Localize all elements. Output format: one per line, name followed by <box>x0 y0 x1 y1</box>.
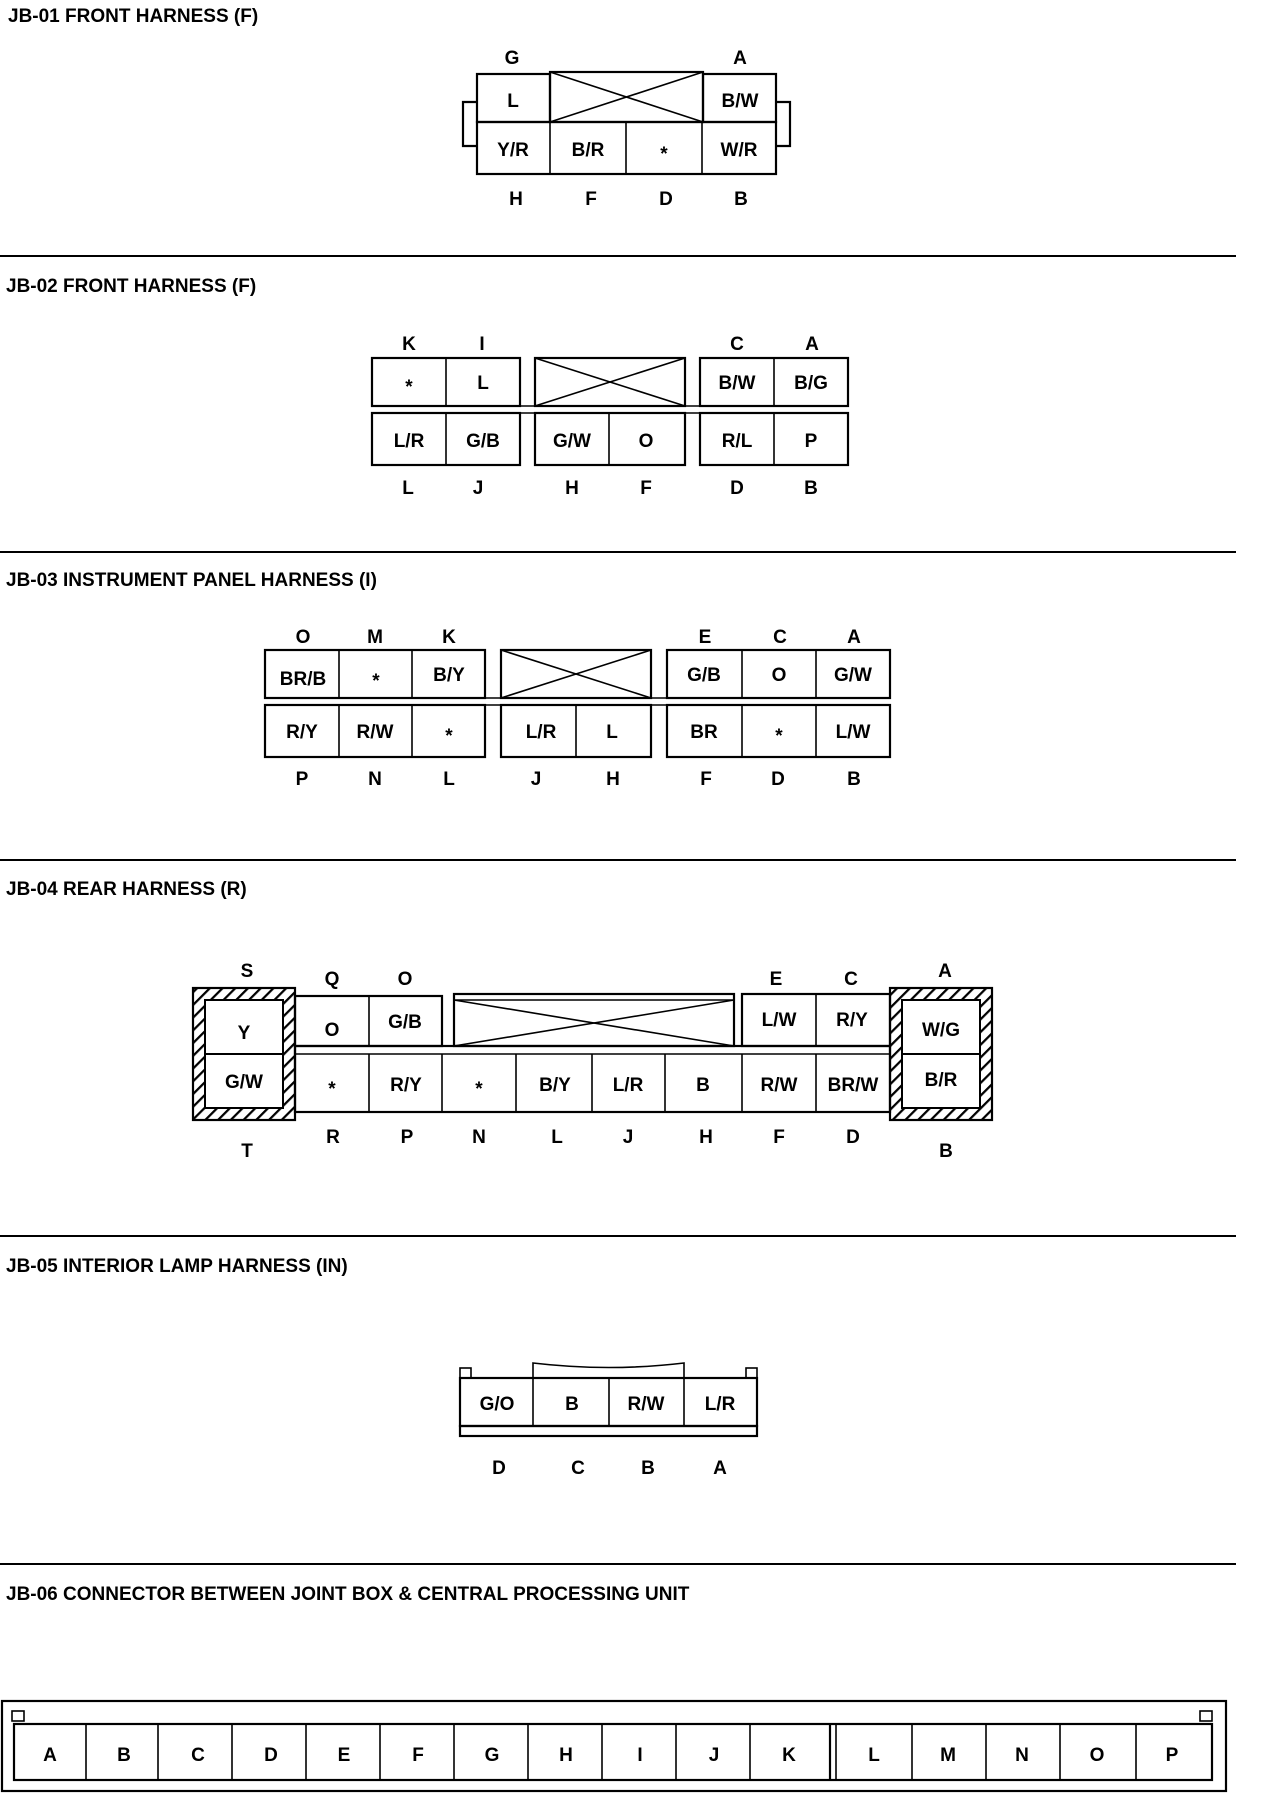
wire-color: Y <box>237 1023 251 1044</box>
wire-color: Y/R <box>497 140 529 161</box>
wire-color: L/R <box>525 722 557 743</box>
section-title: JB-05 INTERIOR LAMP HARNESS (IN) <box>6 1256 348 1277</box>
pin-label: K <box>402 334 416 355</box>
pin-label: S <box>240 961 254 982</box>
wire-color: B/R <box>571 140 605 161</box>
pin-label: P <box>1165 1745 1179 1766</box>
wire-color: B/R <box>924 1070 958 1091</box>
corner-tab <box>746 1368 757 1378</box>
pin-label: I <box>637 1745 643 1766</box>
pin-label: F <box>640 478 652 499</box>
wire-color: R/W <box>760 1075 798 1096</box>
wire-color: B/W <box>721 91 759 112</box>
section-title: JB-02 FRONT HARNESS (F) <box>6 276 257 297</box>
pin-label: C <box>773 627 787 648</box>
wire-color: * <box>405 377 413 398</box>
section-title: JB-01 FRONT HARNESS (F) <box>8 6 259 27</box>
pin-label: G <box>504 48 520 69</box>
pin-label: J <box>472 478 484 499</box>
pin-label: L <box>868 1745 880 1766</box>
wire-color: G/W <box>834 665 872 686</box>
pin-label: N <box>368 769 382 790</box>
pin-label: M <box>940 1745 956 1766</box>
wire-color: G/B <box>687 665 721 686</box>
pin-label: B <box>847 769 861 790</box>
connector-jb02 <box>6 276 848 499</box>
pin-label: D <box>659 189 673 210</box>
wire-color: L/W <box>761 1010 797 1031</box>
pin-label: B <box>641 1458 655 1479</box>
wire-color: R/Y <box>286 722 318 743</box>
wire-color: O <box>638 431 654 452</box>
pin-label: D <box>264 1745 278 1766</box>
wire-color: O <box>771 665 787 686</box>
wire-color: * <box>660 144 668 165</box>
wire-color: G/B <box>388 1012 422 1033</box>
wire-color: G/O <box>479 1394 515 1415</box>
pin-label: P <box>295 769 309 790</box>
wire-color: BR/W <box>827 1075 879 1096</box>
pin-label: J <box>708 1745 720 1766</box>
wire-color: O <box>324 1020 340 1041</box>
wire-color: * <box>775 726 783 747</box>
connector-jb06 <box>2 1584 1226 1791</box>
wire-color: L <box>477 373 489 394</box>
pin-label: B <box>939 1141 953 1162</box>
wire-color: B/Y <box>433 665 465 686</box>
wire-color: G/W <box>553 431 591 452</box>
wire-color: B/Y <box>539 1075 571 1096</box>
pin-label: J <box>530 769 542 790</box>
pin-label: F <box>700 769 712 790</box>
wire-color: L/R <box>704 1394 736 1415</box>
pin-label: N <box>1015 1745 1029 1766</box>
connector-jb03 <box>6 570 890 790</box>
pin-label: L <box>402 478 414 499</box>
corner-tab <box>12 1711 24 1721</box>
wire-color: BR <box>690 722 718 743</box>
wire-color: * <box>445 726 453 747</box>
locking-tab <box>776 102 790 146</box>
pin-label: O <box>295 627 311 648</box>
connector-jb01 <box>8 6 790 210</box>
pin-label: O <box>397 969 413 990</box>
pin-label: H <box>559 1745 573 1766</box>
wire-color: B/W <box>718 373 756 394</box>
wire-color: B <box>696 1075 710 1096</box>
pin-label: F <box>585 189 597 210</box>
wire-color: P <box>804 431 818 452</box>
wire-color: R/L <box>721 431 753 452</box>
housing-top <box>533 1363 684 1378</box>
wire-color: BR/B <box>279 669 327 690</box>
wire-color: * <box>372 671 380 692</box>
pin-label: D <box>846 1127 860 1148</box>
wire-color: L/W <box>835 722 871 743</box>
pin-label: D <box>492 1458 506 1479</box>
wire-color: R/Y <box>390 1075 422 1096</box>
pin-label: P <box>400 1127 414 1148</box>
connector-jb05 <box>6 1256 757 1479</box>
wire-color: L/R <box>612 1075 644 1096</box>
pin-label: T <box>241 1141 253 1162</box>
pin-label: L <box>443 769 455 790</box>
pin-label: A <box>713 1458 727 1479</box>
wire-color: L/R <box>393 431 425 452</box>
pin-label: H <box>509 189 523 210</box>
pin-label: Q <box>324 969 340 990</box>
wire-color: R/Y <box>836 1010 868 1031</box>
pin-label: B <box>804 478 818 499</box>
connector-housing <box>2 1701 1226 1791</box>
pin-label: K <box>782 1745 796 1766</box>
wire-color: B <box>565 1394 579 1415</box>
wire-color: W/G <box>922 1020 960 1041</box>
pin-label: F <box>773 1127 785 1148</box>
pin-label: C <box>571 1458 585 1479</box>
pin-label: L <box>551 1127 563 1148</box>
wire-color: L <box>606 722 618 743</box>
pin-label: H <box>565 478 579 499</box>
pin-label: E <box>698 627 712 648</box>
wire-color: R/W <box>627 1394 665 1415</box>
blocked-cavity <box>454 994 734 1046</box>
pin-label: D <box>771 769 785 790</box>
pin-label: C <box>730 334 744 355</box>
connector-jb04 <box>6 879 992 1162</box>
pin-label: D <box>730 478 744 499</box>
corner-tab <box>1200 1711 1212 1721</box>
wire-color: * <box>328 1079 336 1100</box>
corner-tab <box>460 1368 471 1378</box>
pin-label: H <box>606 769 620 790</box>
pin-label: E <box>337 1745 351 1766</box>
pin-label: O <box>1089 1745 1105 1766</box>
pin-label: A <box>43 1745 57 1766</box>
pin-label: B <box>734 189 748 210</box>
pin-label: A <box>805 334 819 355</box>
pin-label: M <box>367 627 383 648</box>
section-title: JB-06 CONNECTOR BETWEEN JOINT BOX & CENTRAL PROCESSING UNIT <box>6 1584 690 1605</box>
pin-label: K <box>442 627 456 648</box>
pin-label: C <box>191 1745 205 1766</box>
locking-tab <box>463 102 477 146</box>
section-title: JB-03 INSTRUMENT PANEL HARNESS (I) <box>6 570 377 591</box>
pin-label: B <box>117 1745 131 1766</box>
pin-label: N <box>472 1127 486 1148</box>
pin-label: H <box>699 1127 713 1148</box>
pin-label: G <box>484 1745 500 1766</box>
pin-label: J <box>622 1127 634 1148</box>
pin-label: A <box>847 627 861 648</box>
wire-color: G/B <box>466 431 500 452</box>
pin-label: A <box>938 961 952 982</box>
wire-color: R/W <box>356 722 394 743</box>
wire-color: L <box>507 91 519 112</box>
wire-color: * <box>475 1079 483 1100</box>
pin-label: E <box>769 969 783 990</box>
pin-label: A <box>733 48 747 69</box>
wire-color: G/W <box>225 1072 263 1093</box>
wire-color: B/G <box>794 373 828 394</box>
wire-color: W/R <box>720 140 758 161</box>
pin-label: F <box>412 1745 424 1766</box>
pin-label: R <box>326 1127 340 1148</box>
pin-label: I <box>479 334 485 355</box>
pin-label: C <box>844 969 858 990</box>
section-title: JB-04 REAR HARNESS (R) <box>6 879 247 900</box>
